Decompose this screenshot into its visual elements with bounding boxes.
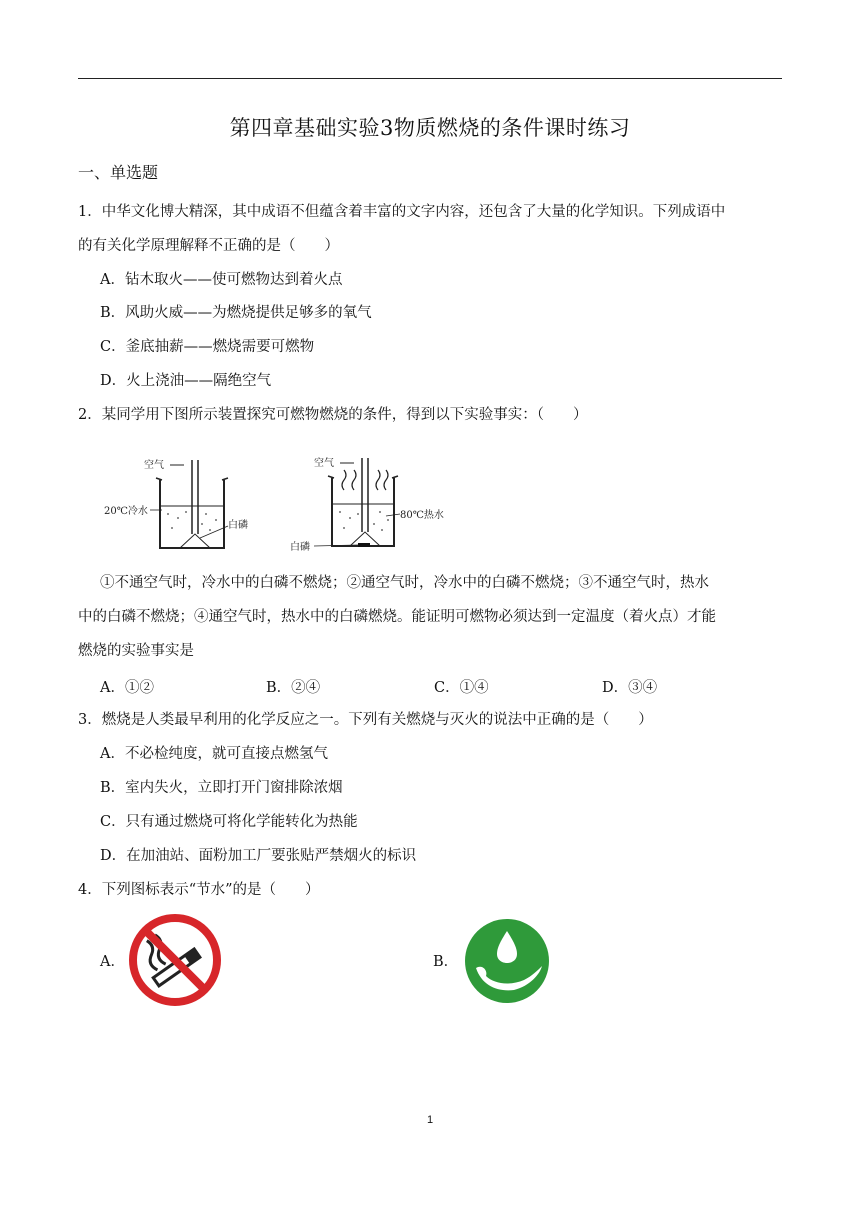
q2-fact-line2: 中的白磷不燃烧；④通空气时，热水中的白磷燃烧。能证明可燃物必须达到一定温度（着火点）才能 <box>78 609 716 625</box>
page-title: 第四章基础实验3物质燃烧的条件课时练习 <box>229 116 631 140</box>
q3-option-d: D．在加油站、面粉加工厂要张贴严禁烟火的标识 <box>100 848 417 864</box>
q1-stem-line1: 1．中华文化博大精深，其中成语不但蕴含着丰富的文字内容，还包含了大量的化学知识。下列成语中 <box>78 204 726 220</box>
q4-stem: 4．下列图标表示“节水”的是（ ） <box>78 882 320 898</box>
q1-stem-line2: 的有关化学原理解释不正确的是（ ） <box>78 238 339 254</box>
q3-stem: 3．燃烧是人类最早利用的化学反应之一。下列有关燃烧与灭火的说法中正确的是（ ） <box>78 712 653 728</box>
q3-option-a: A．不必检纯度，就可直接点燃氢气 <box>100 746 328 762</box>
q2-option-c: C．①④ <box>434 680 489 696</box>
q4-option-a-label: A． <box>100 954 125 970</box>
q3-option-c: C．只有通过燃烧可将化学能转化为热能 <box>100 814 358 830</box>
q1-option-d: D．火上浇油——隔绝空气 <box>100 373 272 389</box>
q2-fact-line3: 燃烧的实验事实是 <box>78 643 194 659</box>
q3-option-b: B．室内失火，立即打开门窗排除浓烟 <box>100 780 343 796</box>
page-number: 1 <box>426 1114 434 1126</box>
section-heading: 一、单选题 <box>78 163 159 182</box>
right-water-label: 80℃热水 <box>400 510 444 521</box>
right-phosphorus-label: 白磷 <box>290 542 310 553</box>
right-air-label: 空气 <box>314 458 334 469</box>
header-rule <box>78 78 782 79</box>
q1-option-c: C．釜底抽薪——燃烧需要可燃物 <box>100 339 315 355</box>
q2-options <box>100 676 740 696</box>
q2-option-a: A．①② <box>100 680 154 696</box>
left-phosphorus-label: 白磷 <box>228 520 248 531</box>
q2-option-b: B．②④ <box>266 680 321 696</box>
q2-fact-line1: ①不通空气时，冷水中的白磷不燃烧；②通空气时，冷水中的白磷不燃烧；③不通空气时，热水 <box>100 575 709 591</box>
left-water-label: 20℃冷水 <box>104 506 148 517</box>
q2-option-d: D．③④ <box>602 680 658 696</box>
cold-water-beaker <box>104 458 248 548</box>
q1-option-b: B．风助火威——为燃烧提供足够多的氧气 <box>100 305 372 321</box>
q1-option-a: A．钻木取火——使可燃物达到着火点 <box>100 272 343 288</box>
left-air-label: 空气 <box>144 460 164 471</box>
no-smoking-icon <box>127 912 223 1008</box>
water-saving-icon <box>464 918 550 1004</box>
experiment-figure <box>96 448 466 560</box>
q4-option-b-label: B． <box>433 954 459 970</box>
q2-stem: 2．某同学用下图所示装置探究可燃物燃烧的条件，得到以下实验事实：（ ） <box>78 407 588 423</box>
hot-water-beaker <box>290 456 444 553</box>
